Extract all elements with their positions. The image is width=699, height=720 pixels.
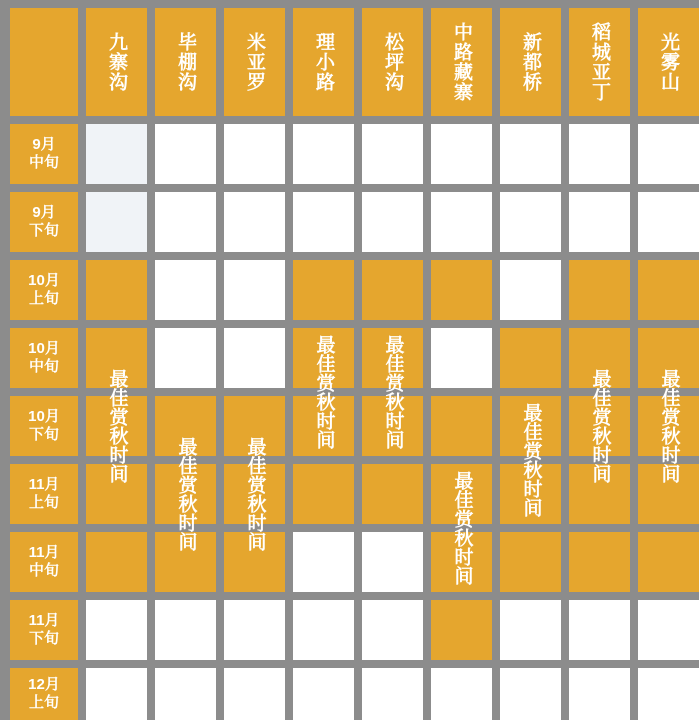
cell-r4-c7	[569, 396, 630, 456]
cell-r2-c3	[293, 260, 354, 320]
row-header-line: 下旬	[28, 630, 59, 647]
cell-r6-c7	[569, 532, 630, 592]
cell-r1-c2	[224, 192, 285, 252]
cell-r6-c5	[431, 532, 492, 592]
cell-r3-c2	[224, 328, 285, 388]
column-header-6: 新都桥	[500, 8, 561, 116]
cell-r8-c1	[155, 668, 216, 720]
cell-r3-c5	[431, 328, 492, 388]
column-header-3: 理小路	[293, 8, 354, 116]
row-header-2	[10, 260, 78, 320]
annotation-label-松坪沟: 最佳赏秋时间	[382, 335, 404, 449]
cell-r6-c8	[638, 532, 699, 592]
cell-r8-c8	[638, 668, 699, 720]
cell-r1-c0	[86, 192, 147, 252]
cell-r6-c3	[293, 532, 354, 592]
cell-r8-c7	[569, 668, 630, 720]
row-header-8	[10, 668, 78, 720]
cell-r0-c8	[638, 124, 699, 184]
cell-r7-c3	[293, 600, 354, 660]
row-header-3	[10, 328, 78, 388]
cell-r4-c4	[362, 396, 423, 456]
cell-r3-c0	[86, 328, 147, 388]
cell-r8-c2	[224, 668, 285, 720]
cell-r1-c6	[500, 192, 561, 252]
cell-r1-c7	[569, 192, 630, 252]
cell-r5-c1	[155, 464, 216, 524]
row-header-line: 中旬	[28, 562, 59, 579]
cell-r0-c1	[155, 124, 216, 184]
cell-r7-c5	[431, 600, 492, 660]
cell-r1-c3	[293, 192, 354, 252]
row-header-line: 下旬	[28, 222, 59, 239]
row-header-line: 9月	[32, 136, 56, 153]
cell-r5-c5	[431, 464, 492, 524]
column-header-0: 九寨沟	[86, 8, 147, 116]
cell-r2-c8	[638, 260, 699, 320]
cell-r8-c6	[500, 668, 561, 720]
cell-r1-c1	[155, 192, 216, 252]
cell-r8-c0	[86, 668, 147, 720]
cell-r0-c4	[362, 124, 423, 184]
row-header-1	[10, 192, 78, 252]
annotation-label-理小路: 最佳赏秋时间	[313, 335, 335, 449]
column-header-8: 光雾山	[638, 8, 699, 116]
cell-r5-c4	[362, 464, 423, 524]
row-header-4	[10, 396, 78, 456]
row-header-line: 12月	[28, 676, 60, 693]
cell-r6-c4	[362, 532, 423, 592]
cell-r4-c5	[431, 396, 492, 456]
cell-r2-c1	[155, 260, 216, 320]
cell-r2-c7	[569, 260, 630, 320]
annotation-label-中路藏寨: 最佳赏秋时间	[451, 471, 473, 585]
cell-r5-c2	[224, 464, 285, 524]
row-header-line: 中旬	[28, 154, 59, 171]
annotation-label-九寨沟: 最佳赏秋时间	[106, 369, 128, 483]
cell-r3-c1	[155, 328, 216, 388]
column-header-5: 中路藏寨	[431, 8, 492, 116]
cell-r7-c2	[224, 600, 285, 660]
cell-r7-c4	[362, 600, 423, 660]
cell-r0-c3	[293, 124, 354, 184]
cell-r2-c6	[500, 260, 561, 320]
table-corner-cell	[10, 8, 78, 116]
cell-r6-c6	[500, 532, 561, 592]
row-header-line: 上旬	[28, 290, 59, 307]
column-header-1: 毕棚沟	[155, 8, 216, 116]
cell-r5-c8	[638, 464, 699, 524]
annotation-label-毕棚沟: 最佳赏秋时间	[175, 437, 197, 551]
row-header-line: 11月	[28, 544, 60, 561]
row-header-line: 上旬	[28, 694, 59, 711]
cell-r3-c3	[293, 328, 354, 388]
cell-r7-c6	[500, 600, 561, 660]
row-header-7	[10, 600, 78, 660]
cell-r5-c0	[86, 464, 147, 524]
cell-r0-c7	[569, 124, 630, 184]
row-header-line: 中旬	[28, 358, 59, 375]
row-header-line: 10月	[28, 272, 60, 289]
cell-r4-c1	[155, 396, 216, 456]
cell-r8-c4	[362, 668, 423, 720]
cell-r5-c7	[569, 464, 630, 524]
row-header-line: 11月	[28, 476, 60, 493]
cell-r8-c5	[431, 668, 492, 720]
cell-r3-c4	[362, 328, 423, 388]
annotation-label-光雾山: 最佳赏秋时间	[658, 369, 680, 483]
cell-r5-c3	[293, 464, 354, 524]
cell-r7-c1	[155, 600, 216, 660]
cell-r8-c3	[293, 668, 354, 720]
cell-r0-c5	[431, 124, 492, 184]
row-header-line: 9月	[32, 204, 56, 221]
cell-r6-c1	[155, 532, 216, 592]
row-header-line: 下旬	[28, 426, 59, 443]
cell-r7-c8	[638, 600, 699, 660]
row-header-6	[10, 532, 78, 592]
cell-r5-c6	[500, 464, 561, 524]
cell-r4-c3	[293, 396, 354, 456]
cell-r2-c4	[362, 260, 423, 320]
cell-r4-c6	[500, 396, 561, 456]
cell-r1-c8	[638, 192, 699, 252]
annotation-label-米亚罗: 最佳赏秋时间	[244, 437, 266, 551]
column-header-2: 米亚罗	[224, 8, 285, 116]
cell-r3-c7	[569, 328, 630, 388]
row-header-line: 上旬	[28, 494, 59, 511]
cell-r7-c0	[86, 600, 147, 660]
cell-r0-c6	[500, 124, 561, 184]
cell-r7-c7	[569, 600, 630, 660]
cell-r2-c5	[431, 260, 492, 320]
column-header-7: 稻城亚丁	[569, 8, 630, 116]
annotation-label-新都桥: 最佳赏秋时间	[520, 403, 542, 517]
cell-r6-c0	[86, 532, 147, 592]
cell-r2-c2	[224, 260, 285, 320]
cell-r0-c2	[224, 124, 285, 184]
row-header-line: 10月	[28, 408, 60, 425]
row-header-5	[10, 464, 78, 524]
cell-r4-c2	[224, 396, 285, 456]
cell-r4-c0	[86, 396, 147, 456]
row-header-0	[10, 124, 78, 184]
cell-r2-c0	[86, 260, 147, 320]
cell-r6-c2	[224, 532, 285, 592]
cell-r3-c8	[638, 328, 699, 388]
cell-r3-c6	[500, 328, 561, 388]
cell-r1-c4	[362, 192, 423, 252]
row-header-line: 10月	[28, 340, 60, 357]
cell-r0-c0	[86, 124, 147, 184]
cell-r1-c5	[431, 192, 492, 252]
column-header-4: 松坪沟	[362, 8, 423, 116]
cell-r4-c8	[638, 396, 699, 456]
row-header-line: 11月	[28, 612, 60, 629]
annotation-label-稻城亚丁: 最佳赏秋时间	[589, 369, 611, 483]
